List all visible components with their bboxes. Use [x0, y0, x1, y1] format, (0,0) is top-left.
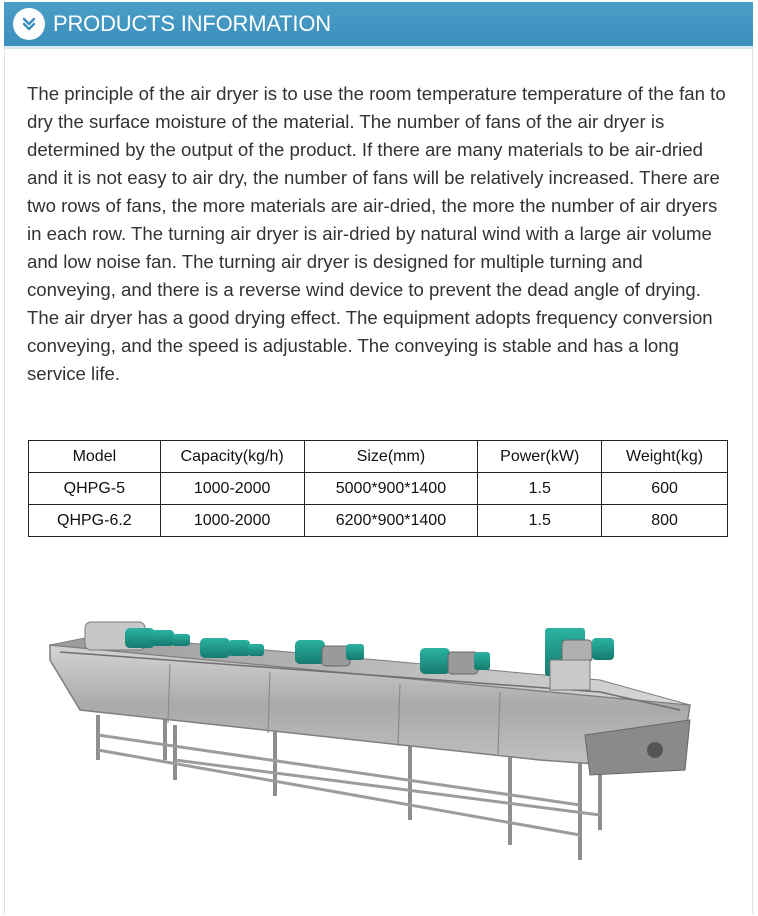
column-header-size: Size(mm): [304, 441, 478, 473]
cell-size: 5000*900*1400: [304, 473, 478, 505]
air-dryer-machine-image: [40, 600, 700, 890]
cell-model: QHPG-5: [29, 473, 161, 505]
column-header-model: Model: [29, 441, 161, 473]
column-header-capacity: Capacity(kg/h): [160, 441, 304, 473]
cell-size: 6200*900*1400: [304, 505, 478, 537]
cell-weight: 600: [602, 473, 728, 505]
product-description: The principle of the air dryer is to use the room temperature temperature of the fan to dry the surface moisture of the material. The number of fans of the air dryer is determined by the output of the product. If there are many materials to be air-dried and it is not easy to air dry, the number of fans will be relatively increased. There are two rows of fans, the more materials are air-dried, the more the number of air dryers in each row. The turning air dryer is air-dried by natural wind with a large air volume and low noise fan. The turning air dryer is designed for multiple turning and conveying, and there is a reverse wind device to prevent the dead angle of drying. The air dryer has a good drying effect. The equipment adopts frequency conversion conveying, and the speed is adjustable. The conveying is stable and has a long service life.: [27, 83, 726, 384]
table-row: [29, 505, 728, 537]
spec-table: [28, 440, 728, 537]
cell-weight: 800: [602, 505, 728, 537]
table-row: [29, 473, 728, 505]
column-header-power: Power(kW): [478, 441, 602, 473]
cell-power: 1.5: [478, 505, 602, 537]
section-title: PRODUCTS INFORMATION: [53, 11, 331, 36]
header-divider: [4, 46, 753, 49]
column-header-weight: Weight(kg): [602, 441, 728, 473]
cell-capacity: 1000-2000: [160, 473, 304, 505]
cell-model: QHPG-6.2: [29, 505, 161, 537]
cell-power: 1.5: [478, 473, 602, 505]
table-header-row: [29, 441, 728, 473]
cell-capacity: 1000-2000: [160, 505, 304, 537]
chevron-double-down-icon: [13, 8, 45, 40]
section-header: [4, 2, 753, 46]
